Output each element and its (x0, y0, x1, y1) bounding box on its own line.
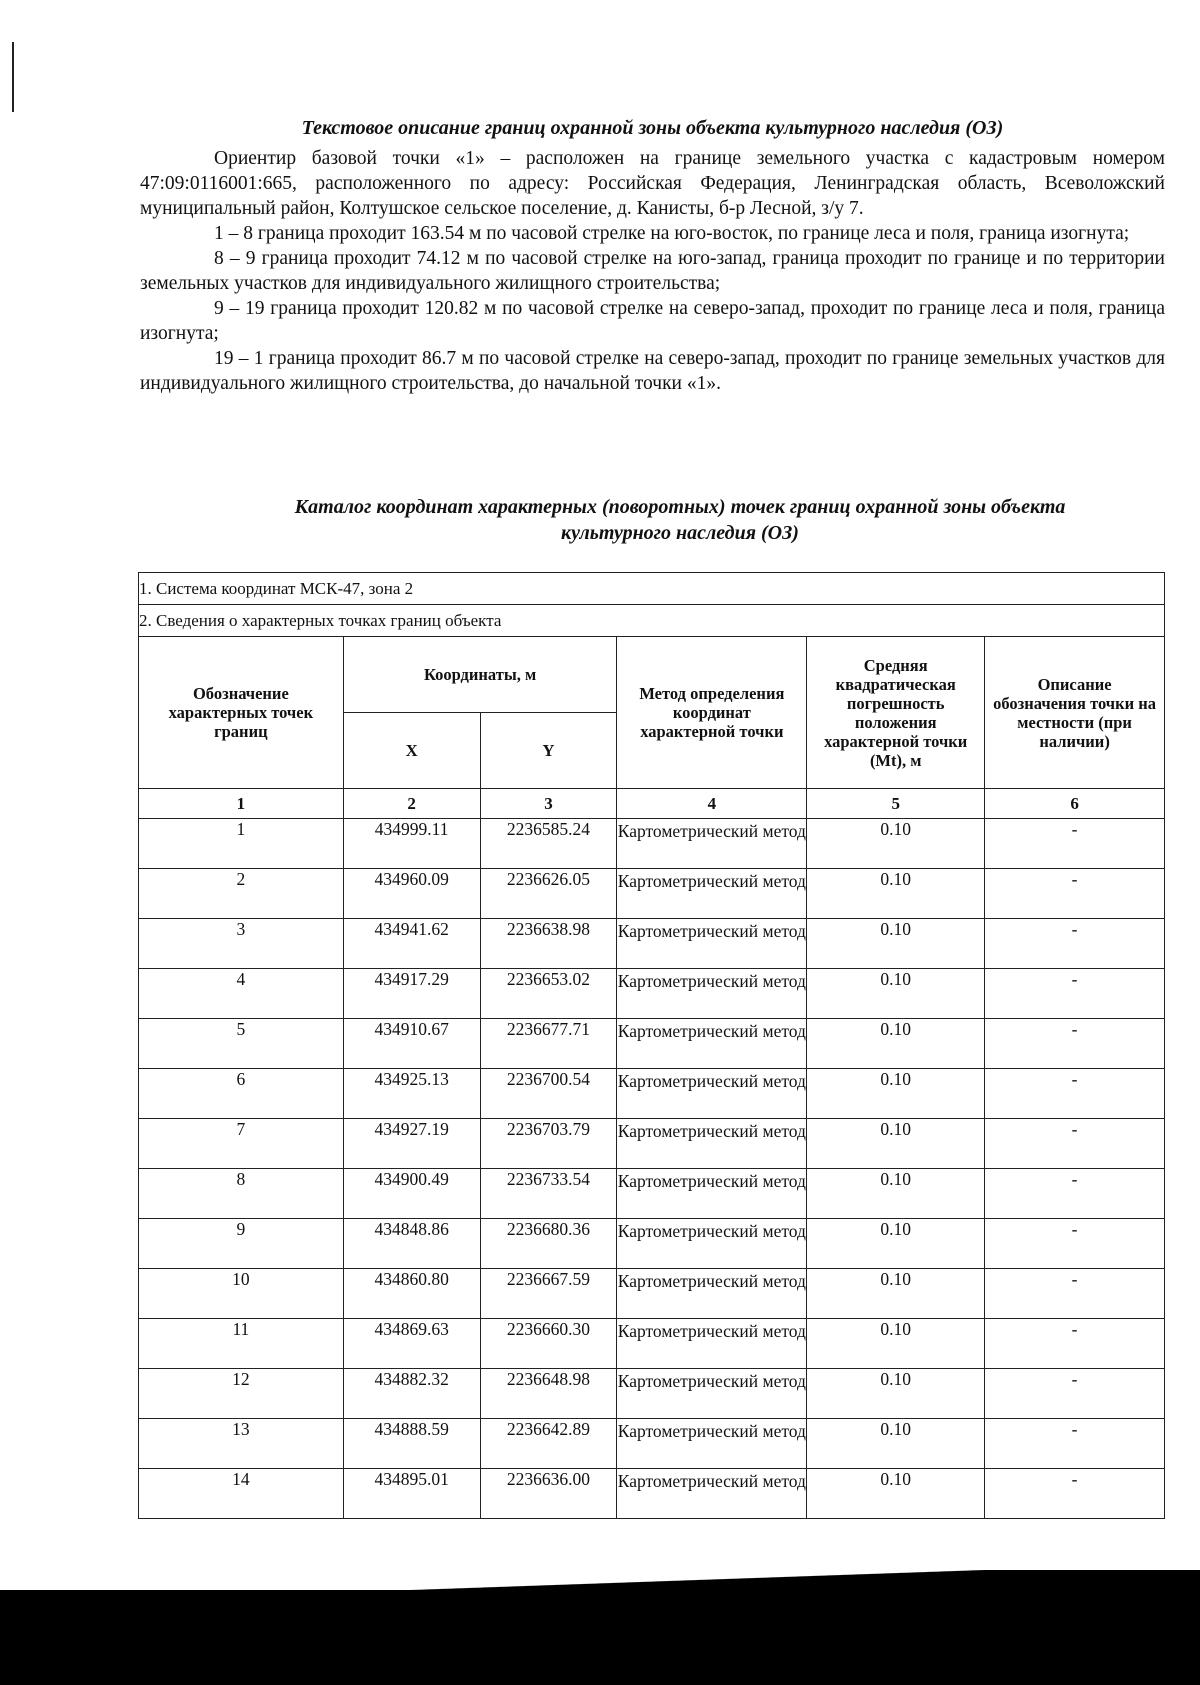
scan-margin-mark (12, 42, 14, 112)
error-cell: 0.10 (807, 1369, 985, 1419)
method-cell: Картометрический метод (617, 919, 807, 969)
column-number: 5 (807, 789, 985, 819)
point-cell: 7 (139, 1119, 344, 1169)
table-row (139, 1319, 1165, 1369)
method-cell: Картометрический метод (617, 1069, 807, 1119)
y-coordinate-cell: 2236700.54 (480, 1069, 617, 1119)
header-coords: Координаты, м (343, 637, 617, 713)
column-number-row (139, 789, 1165, 819)
scan-bottom-border (0, 1590, 1200, 1685)
info-row (139, 605, 1165, 637)
header-designation: Обозначение характерных точек границ (139, 637, 344, 789)
location-description-cell: - (985, 1019, 1165, 1069)
table-row (139, 1419, 1165, 1469)
location-description-cell: - (985, 1369, 1165, 1419)
point-cell: 9 (139, 1219, 344, 1269)
column-number: 4 (617, 789, 807, 819)
point-cell: 2 (139, 869, 344, 919)
x-coordinate-cell: 434888.59 (343, 1419, 480, 1469)
error-cell: 0.10 (807, 1319, 985, 1369)
coordinate-system-cell: 1. Система координат МСК-47, зона 2 (139, 573, 1165, 605)
table-row (139, 1219, 1165, 1269)
method-cell: Картометрический метод (617, 1269, 807, 1319)
x-coordinate-cell: 434860.80 (343, 1269, 480, 1319)
y-coordinate-cell: 2236642.89 (480, 1419, 617, 1469)
error-cell: 0.10 (807, 1119, 985, 1169)
x-coordinate-cell: 434925.13 (343, 1069, 480, 1119)
x-coordinate-cell: 434960.09 (343, 869, 480, 919)
scan-edge (0, 1570, 1200, 1590)
location-description-cell: - (985, 1469, 1165, 1519)
column-number: 3 (480, 789, 617, 819)
table-row (139, 1169, 1165, 1219)
x-coordinate-cell: 434941.62 (343, 919, 480, 969)
x-coordinate-cell: 434869.63 (343, 1319, 480, 1369)
error-cell: 0.10 (807, 869, 985, 919)
error-cell: 0.10 (807, 969, 985, 1019)
header-row (139, 637, 1165, 713)
table-row (139, 1069, 1165, 1119)
y-coordinate-cell: 2236626.05 (480, 869, 617, 919)
points-info-cell: 2. Сведения о характерных точках границ объекта (139, 605, 1165, 637)
x-coordinate-cell: 434900.49 (343, 1169, 480, 1219)
location-description-cell: - (985, 1419, 1165, 1469)
location-description-cell: - (985, 1319, 1165, 1369)
method-cell: Картометрический метод (617, 1019, 807, 1069)
x-coordinate-cell: 434927.19 (343, 1119, 480, 1169)
point-cell: 11 (139, 1319, 344, 1369)
catalog-title-line: Каталог координат характерных (поворотных) точек границ охранной зоны объекта (294, 496, 1066, 518)
method-cell: Картометрический метод (617, 819, 807, 869)
y-coordinate-cell: 2236648.98 (480, 1369, 617, 1419)
point-cell: 1 (139, 819, 344, 869)
error-cell: 0.10 (807, 1169, 985, 1219)
column-number: 6 (985, 789, 1165, 819)
table-row (139, 1369, 1165, 1419)
table-row (139, 819, 1165, 869)
error-cell: 0.10 (807, 919, 985, 969)
method-cell: Картометрический метод (617, 1419, 807, 1469)
y-coordinate-cell: 2236667.59 (480, 1269, 617, 1319)
point-cell: 14 (139, 1469, 344, 1519)
header-x: X (343, 713, 480, 789)
point-cell: 13 (139, 1419, 344, 1469)
y-coordinate-cell: 2236638.98 (480, 919, 617, 969)
y-coordinate-cell: 2236636.00 (480, 1469, 617, 1519)
description-paragraph: Ориентир базовой точки «1» – расположен на границе земельного участка с кадастровым номером 47:09:0116001:665, расположенного по адресу: Российская Федерация, Ленинградская область, Всеволожский муниципальный район, Колтушское сельское поселение, д. Канисты, б-р Лесной, з/у 7. (140, 148, 1165, 219)
location-description-cell: - (985, 1119, 1165, 1169)
x-coordinate-cell: 434910.67 (343, 1019, 480, 1069)
error-cell: 0.10 (807, 1269, 985, 1319)
error-cell: 0.10 (807, 1069, 985, 1119)
location-description-cell: - (985, 1219, 1165, 1269)
point-cell: 10 (139, 1269, 344, 1319)
location-description-cell: - (985, 1169, 1165, 1219)
y-coordinate-cell: 2236660.30 (480, 1319, 617, 1369)
table-row (139, 969, 1165, 1019)
error-cell: 0.10 (807, 1219, 985, 1269)
description-paragraph: 1 – 8 граница проходит 163.54 м по часовой стрелке на юго-восток, по границе леса и поля, граница изогнута; (214, 223, 1130, 244)
coordinates-table (138, 572, 1165, 1519)
table-row (139, 1019, 1165, 1069)
location-description-cell: - (985, 819, 1165, 869)
description-text (140, 146, 1165, 396)
x-coordinate-cell: 434999.11 (343, 819, 480, 869)
catalog-title (200, 494, 1160, 546)
point-cell: 8 (139, 1169, 344, 1219)
method-cell: Картометрический метод (617, 1169, 807, 1219)
x-coordinate-cell: 434895.01 (343, 1469, 480, 1519)
y-coordinate-cell: 2236733.54 (480, 1169, 617, 1219)
location-description-cell: - (985, 1069, 1165, 1119)
table-body (139, 819, 1165, 1519)
header-location: Описание обозначения точки на местности (при наличии) (985, 637, 1165, 789)
header-error: Средняя квадратическая погрешность положения характерной точки (Mt), м (807, 637, 985, 789)
table-row (139, 1119, 1165, 1169)
description-paragraph: 9 – 19 граница проходит 120.82 м по часовой стрелке на северо-запад, проходит по границе леса и поля, граница изогнута; (140, 298, 1165, 344)
point-cell: 4 (139, 969, 344, 1019)
method-cell: Картометрический метод (617, 1119, 807, 1169)
location-description-cell: - (985, 1269, 1165, 1319)
method-cell: Картометрический метод (617, 1319, 807, 1369)
error-cell: 0.10 (807, 1419, 985, 1469)
x-coordinate-cell: 434917.29 (343, 969, 480, 1019)
method-cell: Картометрический метод (617, 1469, 807, 1519)
point-cell: 6 (139, 1069, 344, 1119)
method-cell: Картометрический метод (617, 869, 807, 919)
error-cell: 0.10 (807, 1469, 985, 1519)
error-cell: 0.10 (807, 819, 985, 869)
point-cell: 12 (139, 1369, 344, 1419)
y-coordinate-cell: 2236677.71 (480, 1019, 617, 1069)
method-cell: Картометрический метод (617, 1219, 807, 1269)
column-number: 2 (343, 789, 480, 819)
location-description-cell: - (985, 919, 1165, 969)
table-row (139, 869, 1165, 919)
description-title: Текстовое описание границ охранной зоны объекта культурного наследия (ОЗ) (301, 117, 1004, 139)
point-cell: 3 (139, 919, 344, 969)
method-cell: Картометрический метод (617, 1369, 807, 1419)
x-coordinate-cell: 434882.32 (343, 1369, 480, 1419)
description-paragraph: 8 – 9 граница проходит 74.12 м по часовой стрелке на юго-запад, граница проходит по границе и по территории земельных участков для индивидуального жилищного строительства; (140, 248, 1165, 294)
y-coordinate-cell: 2236703.79 (480, 1119, 617, 1169)
location-description-cell: - (985, 969, 1165, 1019)
location-description-cell: - (985, 869, 1165, 919)
table-row (139, 919, 1165, 969)
error-cell: 0.10 (807, 1019, 985, 1069)
header-y: Y (480, 713, 617, 789)
y-coordinate-cell: 2236680.36 (480, 1219, 617, 1269)
y-coordinate-cell: 2236653.02 (480, 969, 617, 1019)
system-row (139, 573, 1165, 605)
table-row (139, 1269, 1165, 1319)
column-number: 1 (139, 789, 344, 819)
header-method: Метод определения координат характерной точки (617, 637, 807, 789)
table-row (139, 1469, 1165, 1519)
x-coordinate-cell: 434848.86 (343, 1219, 480, 1269)
catalog-title-line: культурного наследия (ОЗ) (561, 522, 799, 544)
point-cell: 5 (139, 1019, 344, 1069)
y-coordinate-cell: 2236585.24 (480, 819, 617, 869)
method-cell: Картометрический метод (617, 969, 807, 1019)
description-paragraph: 19 – 1 граница проходит 86.7 м по часовой стрелке на северо-запад, проходит по границе земельных участков для индивидуального жилищного строительства, до начальной точки «1». (140, 348, 1165, 394)
